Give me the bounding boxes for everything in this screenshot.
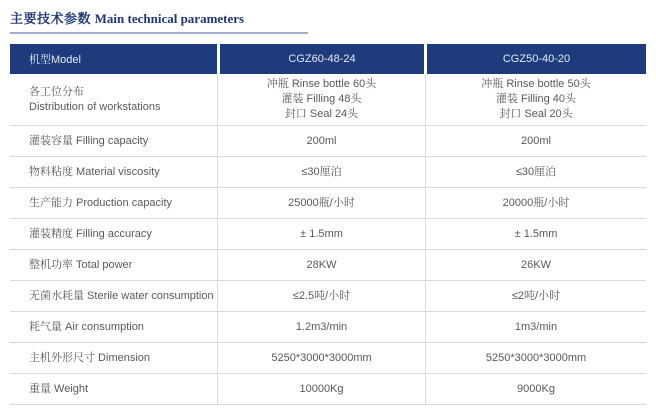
- row-label: 灌装精度 Filling accuracy: [29, 227, 152, 240]
- table-row-filling-capacity: [10, 126, 646, 157]
- value-line: 封口 Seal 24头: [284, 108, 359, 120]
- cell-cgz60-value: 200ml: [217, 126, 425, 156]
- cell-cgz60-value: 10000Kg: [217, 374, 425, 404]
- header-cell-cgz50-40-20: CGZ50-40-20: [427, 44, 646, 74]
- header-cell-model: 机型Model: [10, 44, 217, 74]
- row-label: 物料粘度 Material viscosity: [29, 165, 160, 178]
- value-line: 封口 Seal 20头: [499, 108, 573, 120]
- page-title: [10, 8, 308, 34]
- page-title-english: Main technical parameters: [94, 11, 245, 26]
- page-title-chinese: 主要技术参数: [10, 11, 92, 26]
- row-label: [10, 74, 217, 125]
- header-cell-cgz60-48-24: CGZ60-48-24: [220, 44, 424, 74]
- table-row-material-viscosity: [10, 157, 646, 188]
- row-label: 主机外形尺寸 Dimension: [29, 351, 151, 364]
- row-label: 整机功率 Total power: [29, 258, 133, 271]
- table-row-dimension: [10, 343, 646, 374]
- table-row-air-consumption: [10, 312, 646, 343]
- row-label: 重量 Weight: [29, 382, 89, 395]
- cell-cgz50-value: 200ml: [425, 126, 646, 156]
- table-row-production-capacity: [10, 188, 646, 219]
- row-label-english: Distribution of workstations: [29, 100, 161, 113]
- table-row-filling-accuracy: [10, 219, 646, 250]
- row-label: 生产能力 Production capacity: [29, 196, 173, 209]
- cell-cgz50-value: 1m3/min: [425, 312, 646, 342]
- row-label: 灌装容量 Filling capacity: [29, 134, 149, 147]
- cell-cgz60-value: ≤30厘泊: [217, 157, 425, 187]
- cell-cgz60-value: 25000瓶/小时: [217, 188, 425, 218]
- cell-cgz50-value: 20000瓶/小时: [425, 188, 646, 218]
- table-row-total-power: [10, 250, 646, 281]
- cell-cgz50-value: ≤30厘泊: [425, 157, 646, 187]
- cell-cgz50-value: ≤2吨/小时: [425, 281, 646, 311]
- value-line: 灌装 Filling 48头: [281, 93, 362, 105]
- table-row-sterile-water-consumption: [10, 281, 646, 312]
- value-line: 冲瓶 Rinse bottle 60头: [266, 78, 377, 90]
- cell-cgz60-value: 28KW: [217, 250, 425, 280]
- row-label-chinese: 各工位分布: [29, 85, 84, 98]
- value-line: 灌装 Filling 40头: [495, 93, 577, 105]
- table-row-workstations: [10, 74, 646, 126]
- cell-cgz60-value: 5250*3000*3000mm: [217, 343, 425, 373]
- cell-cgz50-value: 5250*3000*3000mm: [425, 343, 646, 373]
- table-header-row: [10, 44, 646, 74]
- cell-cgz50-value: 26KW: [425, 250, 646, 280]
- value-line: 冲瓶 Rinse bottle 50头: [481, 78, 591, 90]
- cell-cgz60-value: [217, 74, 425, 125]
- cell-cgz60-value: ≤2.5吨/小时: [217, 281, 425, 311]
- cell-cgz60-value: 1.2m3/min: [217, 312, 425, 342]
- table-row-weight: [10, 374, 646, 405]
- cell-cgz50-value: 9000Kg: [425, 374, 646, 404]
- technical-parameters-table: [10, 44, 646, 405]
- cell-cgz50-value: [425, 74, 646, 125]
- row-label: 无菌水耗量 Sterile water consumption: [29, 289, 214, 302]
- row-label: 耗气量 Air consumption: [29, 320, 144, 333]
- cell-cgz50-value: ± 1.5mm: [425, 219, 646, 249]
- cell-cgz60-value: ± 1.5mm: [217, 219, 425, 249]
